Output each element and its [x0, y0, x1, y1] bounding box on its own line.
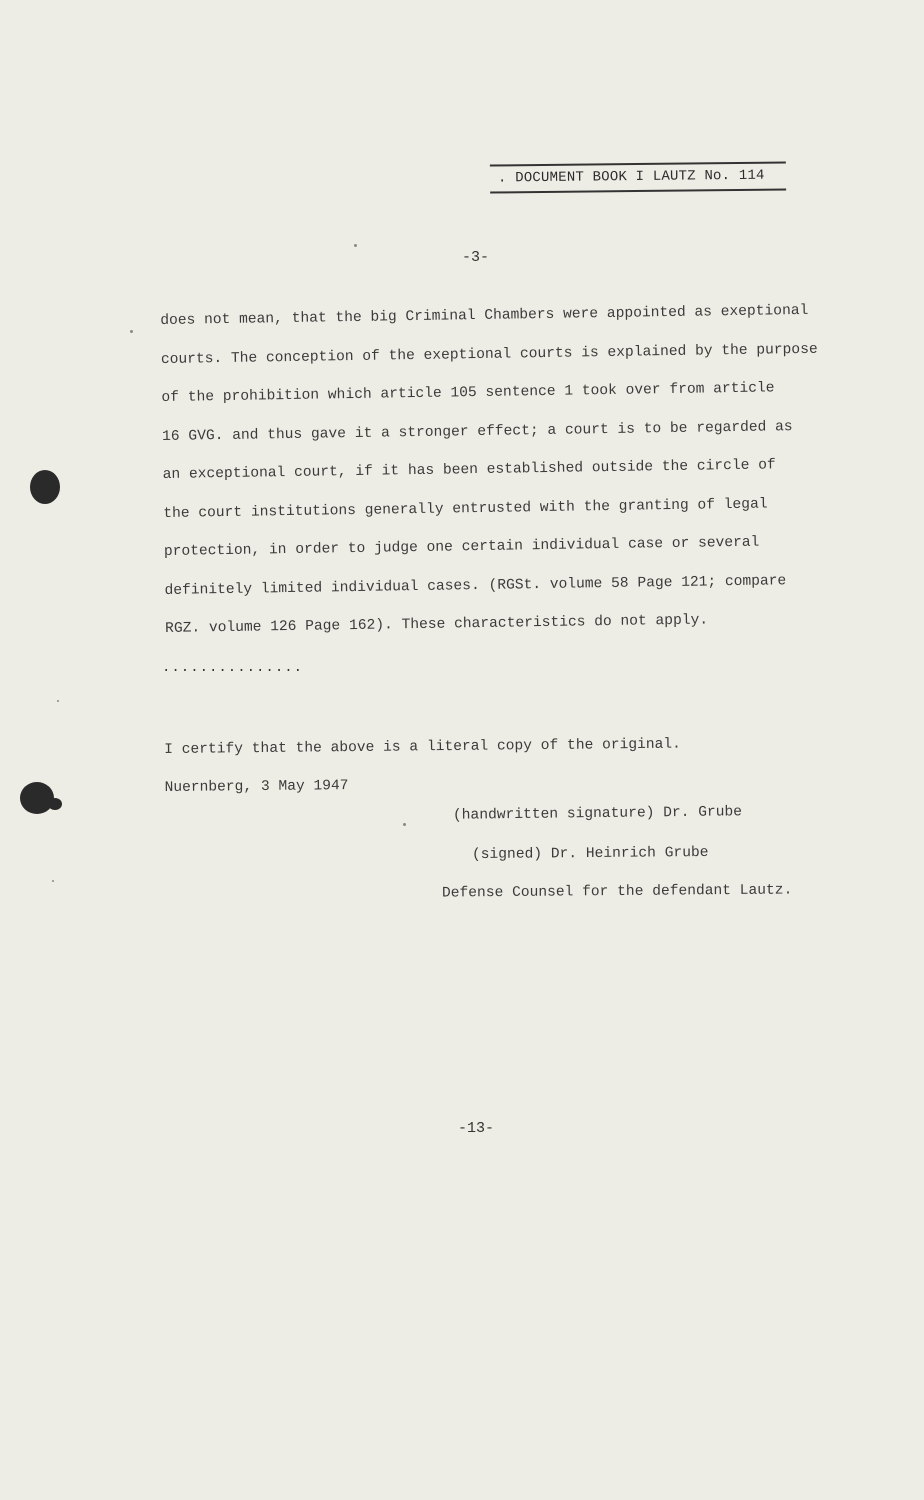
paper-speck — [52, 880, 54, 882]
certification-statement: I certify that the above is a literal copy of the original. — [164, 736, 681, 758]
paper-speck — [57, 700, 59, 702]
signature-line-signed: (signed) Dr. Heinrich Grube — [471, 844, 709, 864]
certification-place-date: Nuernberg, 3 May 1947 — [164, 778, 349, 796]
body-line: does not mean, that the big Criminal Chambers were appointed as exeptional — [160, 302, 809, 329]
body-line: protection, in order to judge one certain individual case or several — [163, 534, 760, 560]
page-number-bottom: -13- — [458, 1120, 495, 1137]
body-text — [160, 291, 885, 649]
body-line: of the prohibition which article 105 sentence 1 took over from article — [161, 380, 775, 406]
body-line: 16 GVG. and thus gave it a stronger effect; a court is to be regarded as — [161, 418, 793, 445]
paper-speck — [403, 823, 406, 826]
body-line: definitely limited individual cases. (RGSt. volume 58 Page 121; compare — [164, 572, 787, 599]
punch-hole-upper — [30, 470, 60, 504]
page-number-top: -3- — [462, 249, 490, 266]
certification-block — [164, 726, 681, 807]
ellipsis-separator: ............... — [162, 660, 304, 676]
document-reference-header: . DOCUMENT BOOK I LAUTZ No. 114 — [490, 161, 786, 193]
paper-speck — [354, 244, 357, 247]
body-line: an exceptional court, if it has been established outside the circle of — [162, 457, 776, 483]
body-line: the court institutions generally entrusted with the granting of legal — [163, 495, 768, 522]
signature-line-handwritten: (handwritten signature) Dr. Grube — [452, 804, 743, 824]
body-line: RGZ. volume 126 Page 162). These characteristics do not apply. — [165, 612, 709, 637]
paper-speck — [130, 330, 133, 333]
body-line: courts. The conception of the exeptional courts is explained by the purpose — [160, 341, 818, 368]
signature-line-title: Defense Counsel for the defendant Lautz. — [441, 882, 793, 902]
punch-hole-lower — [20, 782, 54, 814]
